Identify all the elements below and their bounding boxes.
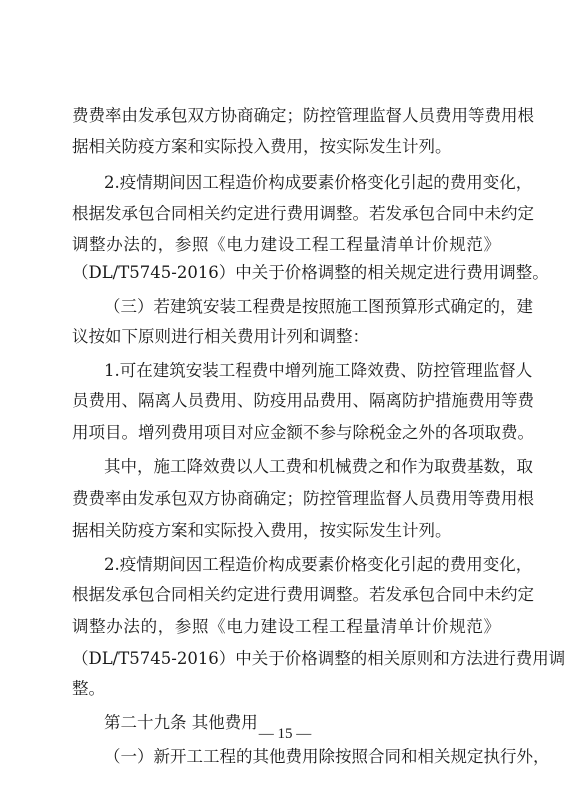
text-line: 其中，施工降效费以人工费和机械费之和作为取费基数，取 [104, 457, 533, 476]
text-line: （三）若建筑安装工程费是按照施工图预算形式确定的，建 [104, 297, 533, 316]
text-line: （一）新开工工程的其他费用除按照合同和相关规定执行外， [104, 747, 550, 766]
text-line: 1.可在建筑安装工程费中增列施工降效费、防控管理监督人 [104, 361, 533, 380]
text-line: 根据发承包合同相关约定进行费用调整。若发承包合同中未约定 [72, 204, 534, 223]
page-number: — 15 — [258, 726, 312, 742]
text-line: 员费用、隔离人员费用、防疫用品费用、隔离防护措施费用等费 [72, 391, 534, 410]
text-line: 议按如下原则进行相关费用计列和调整： [72, 327, 369, 346]
text-line: 第二十九条 其他费用 [104, 713, 258, 732]
text-line: 2.疫情期间因工程造价构成要素价格变化引起的费用变化， [104, 555, 533, 574]
text-line: 费费率由发承包双方协商确定；防控管理监督人员费用等费用根 [72, 489, 534, 508]
text-line: 2.疫情期间因工程造价构成要素价格变化引起的费用变化， [104, 173, 533, 192]
text-line: 据相关防疫方案和实际投入费用，按实际发生计列。 [72, 137, 452, 156]
text-line: 调整办法的，参照《电力建设工程工程量清单计价规范》 [72, 235, 500, 254]
text-line: （DL/T5745-2016）中关于价格调整的相关规定进行费用调整。 [72, 263, 549, 282]
text-line: 据相关防疫方案和实际投入费用，按实际发生计列。 [72, 521, 452, 540]
text-line: 整。 [72, 679, 105, 698]
text-line: 根据发承包合同相关约定进行费用调整。若发承包合同中未约定 [72, 585, 534, 604]
text-line: 调整办法的，参照《电力建设工程工程量清单计价规范》 [72, 617, 500, 636]
text-line: 费费率由发承包双方协商确定；防控管理监督人员费用等费用根 [72, 106, 534, 125]
text-line: （DL/T5745-2016）中关于价格调整的相关原则和方法进行费用调 [72, 649, 566, 668]
text-line: 用项目。增列费用项目对应金额不参与除税金之外的各项取费。 [72, 423, 534, 442]
